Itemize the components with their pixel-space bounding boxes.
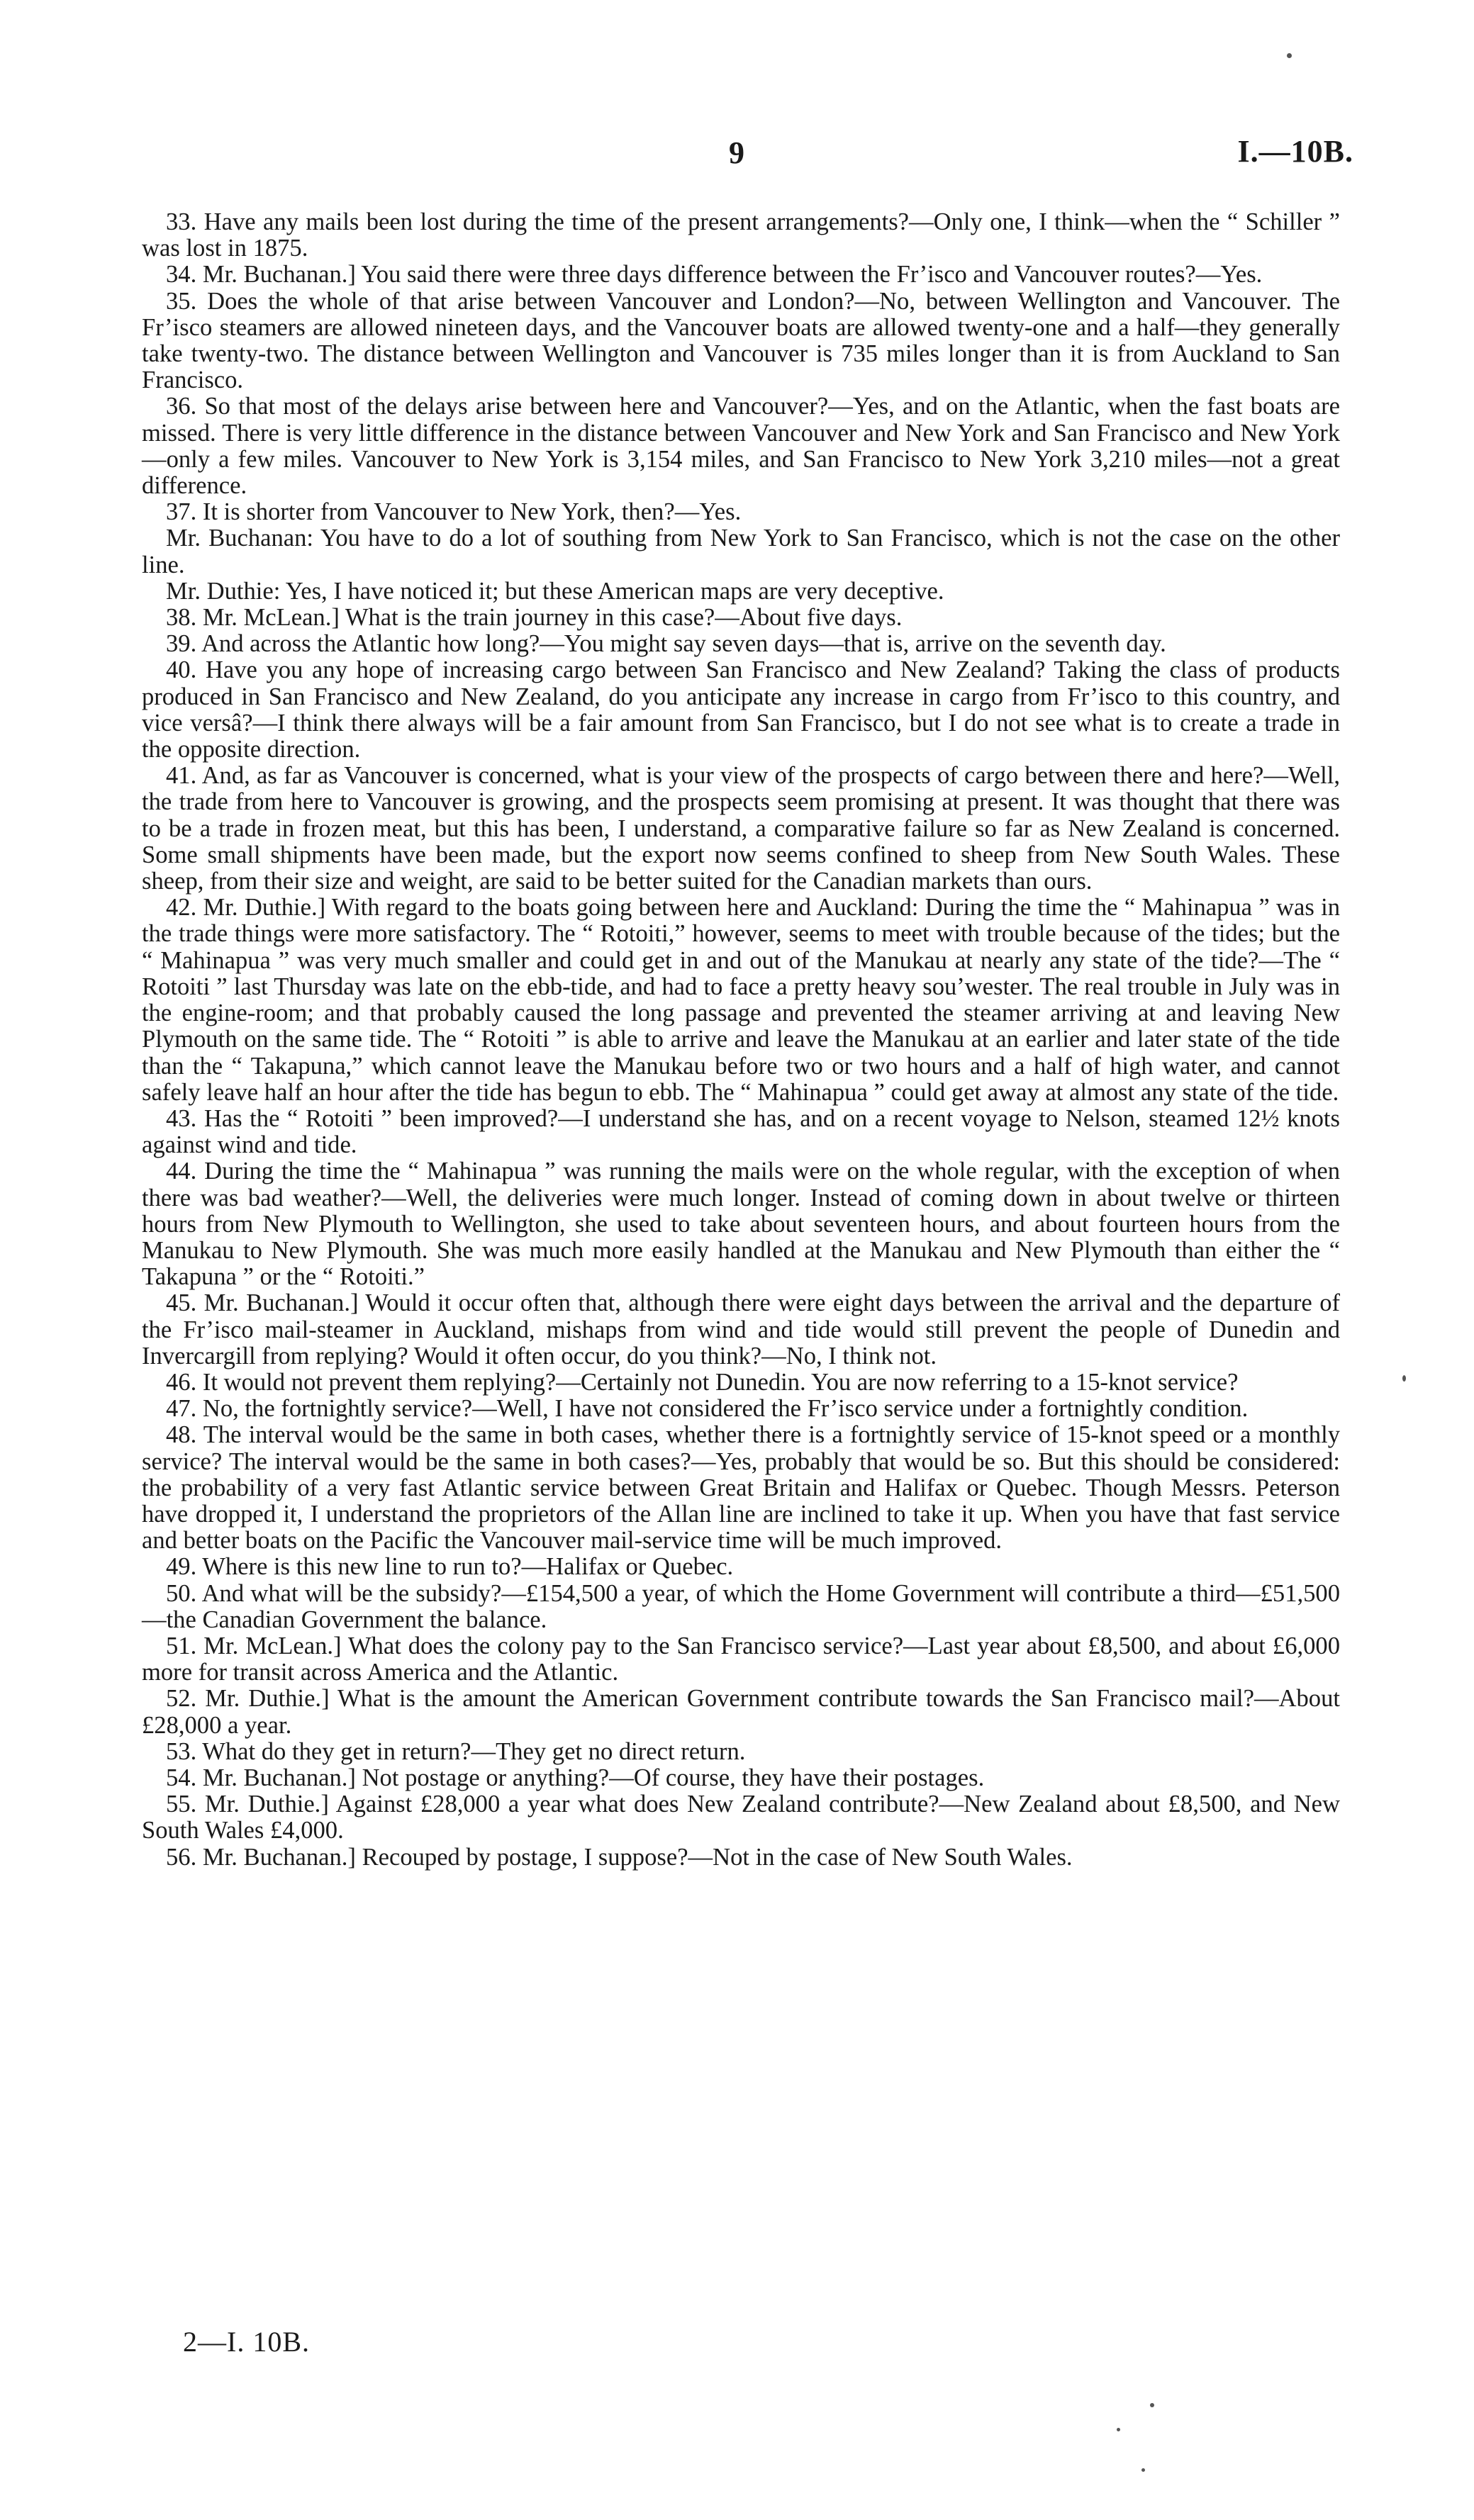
signature-mark: 2—I. 10B. <box>183 2326 310 2358</box>
paragraph: 37. It is shorter from Vancouver to New York, then?—Yes. <box>166 498 742 526</box>
paragraph: 45. Mr. Buchanan.] Would it occur often that, although there were eight days between the arrival and the departure of the Fr’isco mail-steamer in Auckland, mishaps from wind and tide would still prevent the people of Dunedin and Invercargill from replying? Would it often occur, do you think?—No, I think not. <box>142 1289 1340 1370</box>
page-number: 9 <box>729 135 745 170</box>
paragraph: 42. Mr. Duthie.] With regard to the boats going between here and Auckland: During the time the “ Mahinapua ” was in the trade things were more satisfactory. The “ Rotoiti,” however, seems to meet with trouble because of the tides; but the “ Mahinapua ” was very much smaller and could get in and out of the Manukau at nearly any state of the tide?—The “ Rotoiti ” last Thursday was late on the ebb-tide, and had to face a pretty heavy sou’wester. The real trouble in July was in the engine-room; and that probably caused the long passage and prevented the steamer arriving at and leaving New Plymouth on the same tide. The “ Rotoiti ” is able to arrive and leave the Manukau at an earlier and later state of the tide than the “ Takapuna,” which cannot leave the Manukau before two or two hours and a half of high water, and cannot safely leave half an hour after the tide has begun to ebb. The “ Mahinapua ” could get away at almost any state of the tide. <box>142 894 1340 1106</box>
paragraph: 40. Have you any hope of increasing cargo between San Francisco and New Zealand? Taking the class of products produced in San Francisco and New Zealand, do you anticipate any increase in cargo from Fr’isco to this country, and vice versâ?—I think there always will be a fair amount from San Francisco, but I do not see what is to create a trade in the opposite direction. <box>142 656 1340 763</box>
paragraph: 36. So that most of the delays arise between here and Vancouver?—Yes, and on the Atlantic, when the fast boats are missed. There is very little difference in the distance between Vancouver and New York and San Francisco and New York—only a few miles. Vancouver to New York is 3,154 miles, and San Francisco to New York 3,210 miles—not a great difference. <box>142 393 1340 500</box>
paragraph: 50. And what will be the subsidy?—£154,500 a year, of which the Home Government will contribute a third—£51,500—the Canadian Government the balance. <box>142 1579 1340 1633</box>
paragraph: 35. Does the whole of that arise between Vancouver and London?—No, between Wellington and Vancouver. The Fr’isco steamers are allowed nineteen days, and the Vancouver boats are allowed twenty-one and a half—they generally take twenty-two. The distance between Wellington and Vancouver is 735 miles longer than it is from Auckland to San Francisco. <box>142 287 1340 394</box>
paragraph: 39. And across the Atlantic how long?—You might say seven days—that is, arrive on the seventh day. <box>166 630 1166 658</box>
paragraph: 46. It would not prevent them replying?—Certainly not Dunedin. You are now referring to a 15-knot service? <box>166 1368 1239 1396</box>
paragraph: 52. Mr. Duthie.] What is the amount the American Government contribute towards the San Francisco mail?—About £28,000 a year. <box>142 1685 1340 1739</box>
ink-speck <box>1402 1375 1406 1382</box>
ink-speck <box>1117 2428 1120 2431</box>
paragraph: 34. Mr. Buchanan.] You said there were three days difference between the Fr’isco and Vancouver routes?—Yes. <box>166 261 1263 289</box>
paragraph: 41. And, as far as Vancouver is concerned, what is your view of the prospects of cargo between there and here?—Well, the trade from here to Vancouver is growing, and the prospects seem promising at present. It was thought that there was to be a trade in frozen meat, but this has been, I understand, a comparative failure so far as New Zealand is concerned. Some small shipments have been made, but the export now seems confined to sheep from New South Wales. These sheep, from their size and weight, are said to be better suited for the Canadian markets than ours. <box>142 762 1340 895</box>
document-reference: I.—10B. <box>1237 134 1353 169</box>
ink-speck <box>1287 53 1292 58</box>
paragraph: 47. No, the fortnightly service?—Well, I have not considered the Fr’isco service under a fortnightly condition. <box>166 1395 1249 1423</box>
paragraph: 53. What do they get in return?—They get no direct return. <box>166 1737 746 1765</box>
ink-speck <box>1150 2403 1154 2407</box>
paragraph: 54. Mr. Buchanan.] Not postage or anything?—Of course, they have their postages. <box>166 1764 985 1791</box>
paragraph: 44. During the time the “ Mahinapua ” was running the mails were on the whole regular, with the exception of when there was bad weather?—Well, the deliveries were much longer. Instead of coming down in about twelve or thirteen hours from New Plymouth to Wellington, she used to take about seventeen hours, and about fourteen hours from the Manukau to New Plymouth. She was much more easily handled at the Manukau and New Plymouth than either the “ Takapuna ” or the “ Rotoiti.” <box>142 1158 1340 1291</box>
paragraph: Mr. Buchanan: You have to do a lot of southing from New York to San Francisco, which is not the case on the other line. <box>142 525 1340 578</box>
paragraph: 48. The interval would be the same in both cases, whether there is a fortnightly service of 15-knot speed or a monthly service? The interval would be the same in both cases?—Yes, probably that would be so. But this should be considered: the probability of a very fast Atlantic service between Great Britain and Halifax or Quebec. Though Messrs. Peterson have dropped it, I understand the proprietors of the Allan line are inclined to take it up. When you have that fast service and better boats on the Pacific the Vancouver mail-service time will be much improved. <box>142 1421 1340 1555</box>
ink-speck <box>1141 2468 1145 2472</box>
paragraph: 55. Mr. Duthie.] Against £28,000 a year what does New Zealand contribute?—New Zealand about £8,500, and New South Wales £4,000. <box>142 1791 1340 1844</box>
paragraph: 38. Mr. McLean.] What is the train journey in this case?—About five days. <box>166 604 903 632</box>
paragraph: Mr. Duthie: Yes, I have noticed it; but these American maps are very deceptive. <box>166 577 944 605</box>
paragraph: 49. Where is this new line to run to?—Halifax or Quebec. <box>166 1553 734 1581</box>
paragraph: 33. Have any mails been lost during the time of the present arrangements?—Only one, I think—when the “ Schiller ” was lost in 1875. <box>142 208 1340 262</box>
paragraph: 56. Mr. Buchanan.] Recouped by postage, I suppose?—Not in the case of New South Wales. <box>166 1843 1073 1871</box>
paragraph: 43. Has the “ Rotoiti ” been improved?—I understand she has, and on a recent voyage to Nelson, steamed 12½ knots against wind and tide. <box>142 1104 1340 1159</box>
body-text <box>142 209 1340 1871</box>
paragraph: 51. Mr. McLean.] What does the colony pay to the San Francisco service?—Last year about £8,500, and about £6,000 more for transit across America and the Atlantic. <box>142 1632 1340 1686</box>
